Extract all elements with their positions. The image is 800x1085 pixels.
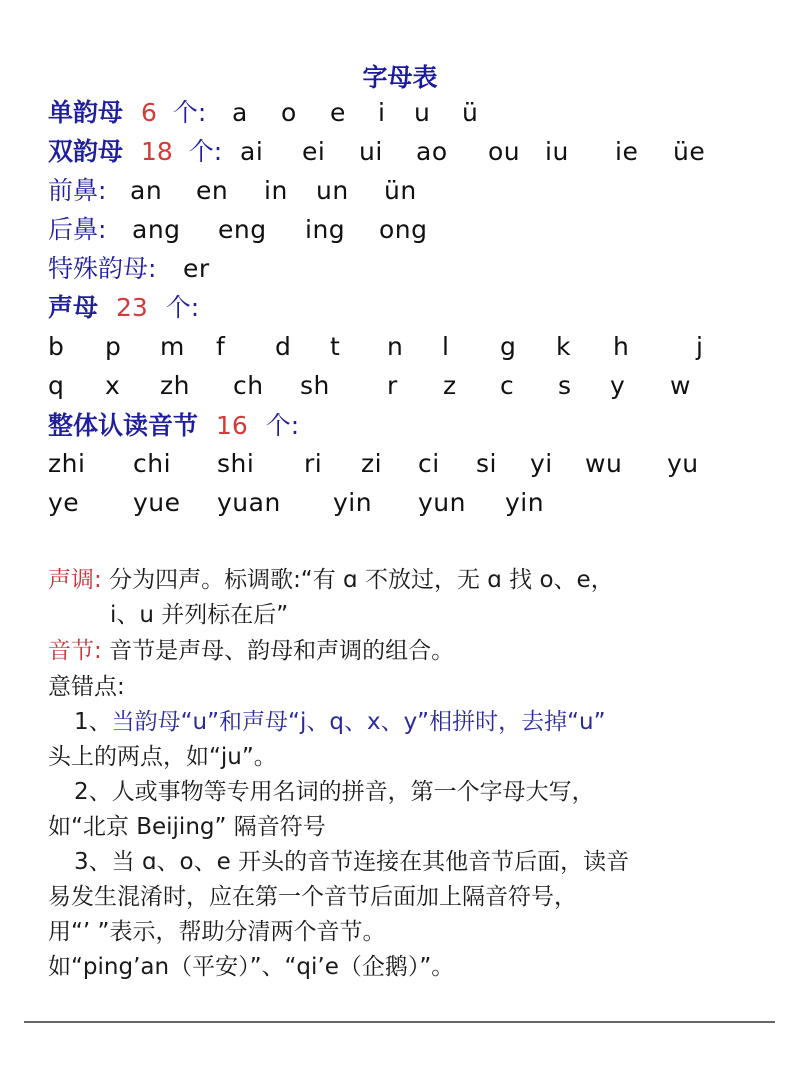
initial-item: c [500,371,515,400]
whole-syllables-count: 16 [215,411,248,440]
initial-item: q [48,371,65,400]
whole-syllables-header [48,408,768,444]
syllable-item: ri [304,449,323,478]
note-3-line-2: 易发生混淆时，应在第一个音节后面加上隔音符号， [48,884,577,910]
initial-item: x [105,371,121,400]
final-item: ing [305,215,346,244]
syllable-item: shi [217,449,255,478]
note-2-line-1: 2、人或事物等专用名词的拼音，第一个字母大写， [74,779,595,805]
initial-item: m [160,332,185,361]
syllable-item: yue [133,488,181,517]
final-item: ün [384,176,417,205]
syllable-item: ci [418,449,440,478]
initial-item: n [387,332,404,361]
syllable-item: wu [585,449,623,478]
final-item: in [264,176,288,205]
initial-item: p [105,332,122,361]
single-finals-row [48,95,768,131]
front-nasal-row [48,173,768,209]
syllable-item: chi [133,449,172,478]
final-item: un [316,176,349,205]
initials-header [48,290,768,326]
final-item: u [414,98,431,127]
initial-item: b [48,332,65,361]
whole-syllables-unit: 个: [265,411,300,440]
initial-item: s [558,371,572,400]
note-1-line-1 [74,705,606,739]
back-nasal-row [48,212,768,248]
syllable-item: si [476,449,497,478]
final-item: ü [462,98,479,127]
final-item: ou [488,137,521,166]
initials-row-2 [48,368,768,404]
compound-finals-unit: 个: [188,137,223,166]
whole-syllables-row-2 [48,485,768,521]
syllable-item: ye [48,488,80,517]
tones-text: 分为四声。标调歌:“有 ɑ 不放过，无 ɑ 找 o、e， [109,567,614,593]
final-item: ong [379,215,428,244]
final-item: i [378,98,386,127]
compound-finals-label: 双韵母 [48,137,124,166]
initial-item: j [696,332,704,361]
final-item: an [130,176,163,205]
front-nasal-label: 前鼻: [48,176,107,205]
initials-row-1 [48,329,768,365]
single-finals-count: 6 [140,98,157,127]
syllable-text: 音节是声母、韵母和声调的组合。 [109,638,455,664]
final-item: ai [240,137,264,166]
tones-line-2: i、u 并列标在后” [110,602,289,628]
initial-item: zh [160,371,190,400]
final-item: a [232,98,248,127]
syllable-item: yin [333,488,373,517]
page-title: 字母表 [362,63,438,92]
syllable-item: zi [361,449,383,478]
initial-item: d [275,332,292,361]
syllable-item: yun [418,488,466,517]
initials-label: 声母 [48,293,99,322]
initial-item: h [613,332,630,361]
single-finals-label: 单韵母 [48,98,124,127]
final-item: o [281,98,297,127]
initial-item: g [500,332,517,361]
initials-count: 23 [115,293,148,322]
initial-item: l [442,332,450,361]
initial-item: f [216,332,226,361]
syllable-item: yi [530,449,553,478]
final-item: en [196,176,229,205]
final-item: ei [302,137,326,166]
note-3-line-4: 如“ping’an（平安）”、“qi’e（企鹅）”。 [48,954,455,980]
note-3-line-1: 3、当 ɑ、o、e 开头的音节连接在其他音节后面，读音 [74,849,630,875]
final-item: eng [218,215,267,244]
tones-label: 声调: [48,567,102,593]
note-3-line-3: 用“’ ”表示，帮助分清两个音节。 [48,919,386,945]
note-2-line-2: 如“北京 Beijing” 隔音符号 [48,814,326,840]
initial-item: sh [300,371,330,400]
divider [24,1021,775,1023]
syllable-item: yuan [217,488,281,517]
notes-label: 意错点: [48,674,125,700]
syllable-item: yu [667,449,699,478]
note-1-text: 当韵母“u”和声母“j、q、x、y”相拼时，去掉“u” [111,709,606,735]
final-item: ui [359,137,383,166]
compound-finals-row [48,134,768,170]
initial-item: k [556,332,571,361]
back-nasal-label: 后鼻: [48,215,107,244]
compound-finals-count: 18 [140,137,173,166]
syllable-label: 音节: [48,638,102,664]
whole-syllables-row-1 [48,446,768,482]
final-item: er [183,254,210,283]
final-item: iu [545,137,569,166]
final-item: ang [132,215,181,244]
initial-item: ch [233,371,264,400]
whole-syllables-label: 整体认读音节 [48,411,199,440]
final-item: e [330,98,346,127]
special-final-label: 特殊韵母: [48,254,157,283]
initials-unit: 个: [165,293,200,322]
special-final-row [48,251,768,287]
syllable-item: yin [505,488,545,517]
note-1-line-2: 头上的两点，如“ju”。 [48,744,277,770]
note-1-number: 1、 [74,709,112,735]
initial-item: z [443,371,457,400]
final-item: ie [615,137,639,166]
initial-item: t [330,332,341,361]
tones-line-1 [48,563,614,597]
initial-item: y [610,371,626,400]
single-finals-unit: 个: [172,98,207,127]
final-item: ao [416,137,448,166]
final-item: üe [673,137,706,166]
initial-item: w [670,371,691,400]
syllable-item: zhi [48,449,86,478]
initial-item: r [387,371,398,400]
syllable-line [48,634,454,668]
